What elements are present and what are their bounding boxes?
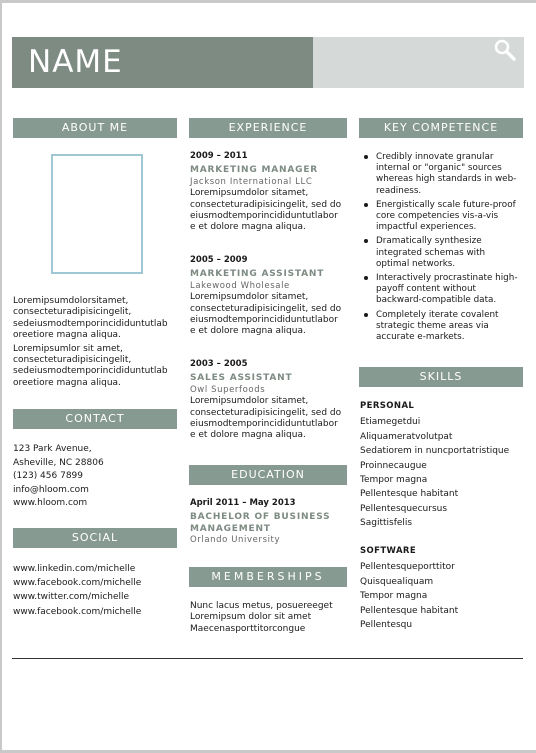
skill-item: Aliquameratvolutpat — [360, 431, 453, 442]
competence-item — [360, 273, 525, 307]
job-dates: 2009 – 2011 — [190, 151, 248, 161]
job-desc-line: Loremipsumdolor sitamet, — [190, 396, 309, 407]
competence-line: integrated schemas with — [376, 247, 486, 258]
job-title: MARKETING MANAGER — [190, 165, 318, 176]
competence-heading: KEY COMPETENCE — [359, 118, 523, 138]
competence-line: Completely iterate covalent — [376, 309, 499, 320]
competence-item — [360, 200, 525, 234]
contact-address-line: 123 Park Avenue, — [13, 444, 92, 454]
competence-line: core competencies vis-a-vis — [376, 211, 499, 222]
competence-line: accurate e-markets. — [376, 332, 465, 343]
contact-city-line: Asheville, NC 28806 — [13, 457, 104, 468]
job-company: Owl Superfoods — [190, 384, 266, 395]
skill-item: Pellentesque habitant — [360, 489, 459, 500]
about-paragraph-2 — [13, 344, 183, 390]
job-dates: 2005 – 2009 — [190, 255, 248, 265]
contact-heading: CONTACT — [13, 409, 177, 429]
job-dates: 2003 – 2005 — [190, 359, 248, 369]
skills-software — [360, 546, 525, 632]
job-desc-line: eiusmodtemporincididuntutlabor — [190, 419, 338, 430]
education-heading: EDUCATION — [189, 465, 347, 485]
experience-job-1 — [190, 151, 350, 234]
skill-item: Pellentesque habitant — [360, 605, 459, 616]
job-company: Jackson International LLC — [190, 176, 313, 187]
social-link-facebook[interactable]: www.facebook.com/michelle — [13, 578, 142, 589]
skill-item: Tempor magna — [360, 591, 428, 602]
job-desc-line: Loremipsumdolor sitamet, — [190, 188, 309, 199]
competence-line: strategic theme areas via — [376, 320, 489, 331]
job-desc-line: e et dolore magna aliqua. — [190, 326, 306, 337]
competence-line: payoff content without — [376, 284, 476, 295]
experience-heading: EXPERIENCE — [189, 118, 347, 138]
about-heading: ABOUT ME — [13, 118, 177, 138]
contact-website[interactable]: www.hloom.com — [13, 498, 88, 509]
contact-email[interactable]: info@hloom.com — [13, 484, 89, 495]
about-text — [13, 296, 183, 391]
social-links — [13, 562, 183, 619]
skill-item: Proinnecaugue — [360, 460, 427, 471]
job-desc-line: consecteturadipisicingelit, sed do — [190, 303, 342, 314]
skill-item: Etiamegetdui — [360, 417, 421, 428]
job-desc-line: eiusmodtemporincididuntutlabor — [190, 211, 338, 222]
education-school: Orlando University — [190, 535, 281, 546]
membership-line: Loremipsum dolor sit amet — [190, 612, 312, 623]
resume-name[interactable]: NAME — [28, 44, 123, 80]
competence-item — [360, 310, 525, 344]
competence-line: optimal networks. — [376, 258, 456, 269]
job-desc-line: e et dolore magna aliqua. — [190, 222, 306, 233]
memberships-block — [190, 601, 350, 635]
memberships-heading: MEMBERSHIPS — [189, 567, 347, 587]
experience-job-3 — [190, 359, 350, 442]
job-description — [190, 396, 350, 442]
competence-line: Interactively procrastinate high- — [376, 273, 518, 284]
competence-line: Energistically scale future-proof — [376, 199, 516, 210]
skill-item: Sedatiorem in nuncportatristique — [360, 446, 510, 457]
about-line: sedeiusmodtemporincididuntutlab — [13, 318, 168, 329]
competence-list — [360, 152, 525, 346]
skills-heading: SKILLS — [359, 367, 523, 387]
skill-item: Sagittisfelis — [360, 518, 413, 529]
education-degree — [190, 512, 350, 535]
skills-personal-heading: PERSONAL — [360, 401, 415, 411]
skills-personal — [360, 401, 525, 531]
skill-item: Quisquealiquam — [360, 576, 434, 587]
page-frame-top — [0, 0, 536, 3]
job-desc-line: consecteturadipisicingelit, sed do — [190, 199, 342, 210]
job-title: SALES ASSISTANT — [190, 373, 293, 384]
job-description — [190, 188, 350, 234]
job-desc-line: eiusmodtemporincididuntutlabor — [190, 315, 338, 326]
job-title: MARKETING ASSISTANT — [190, 269, 325, 280]
job-description — [190, 292, 350, 338]
competence-line: impactful experiences. — [376, 222, 477, 233]
membership-line: Maecenasporttitorcongue — [190, 623, 306, 634]
skill-item: Pellentesqu — [360, 620, 413, 631]
skills-software-heading: SOFTWARE — [360, 546, 417, 556]
skill-item: Tempor magna — [360, 475, 428, 486]
about-line: consecteturadipisicingelit, — [13, 307, 132, 318]
about-paragraph-1 — [13, 296, 183, 342]
footer-divider — [12, 658, 523, 659]
about-line: Loremipsumlor sit amet, — [13, 343, 123, 354]
skill-item: Pellentesqueporttitor — [360, 562, 455, 573]
about-line: oreetiore magna aliqua. — [13, 377, 121, 388]
education-block — [190, 498, 350, 547]
competence-line: Credibly innovate granular — [376, 152, 494, 162]
about-line: Loremipsumdolorsitamet, — [13, 296, 129, 306]
competence-item — [360, 236, 525, 270]
photo-placeholder[interactable] — [51, 154, 143, 274]
competence-line: backward-compatible data. — [376, 295, 497, 306]
education-dates: April 2011 – May 2013 — [190, 498, 296, 508]
degree-line: MANAGEMENT — [190, 523, 271, 534]
competence-line: readiness. — [376, 185, 422, 196]
social-link-linkedin[interactable]: www.linkedin.com/michelle — [13, 564, 136, 574]
competence-item — [360, 152, 525, 197]
competence-line: whereas high standards in web- — [376, 174, 517, 185]
degree-line: BACHELOR OF BUSINESS — [190, 512, 331, 523]
job-company: Lakewood Wholesale — [190, 280, 290, 291]
about-line: sedeiusmodtemporincididuntutlab — [13, 366, 168, 377]
competence-line: Dramatically synthesize — [376, 236, 482, 247]
contact-block — [13, 443, 183, 511]
about-line: oreetiore magna aliqua. — [13, 330, 121, 341]
page-frame-left — [0, 0, 2, 753]
search-icon[interactable] — [493, 38, 517, 62]
skill-item: Pellentesquecursus — [360, 503, 448, 514]
social-heading: SOCIAL — [13, 528, 177, 548]
experience-job-2 — [190, 255, 350, 338]
contact-phone[interactable]: (123) 456 7899 — [13, 471, 84, 482]
competence-line: internal or "organic" sources — [376, 163, 502, 174]
membership-line: Nunc lacus metus, posuereeget — [190, 601, 333, 611]
job-desc-line: Loremipsumdolor sitamet, — [190, 292, 309, 303]
job-desc-line: consecteturadipisicingelit, sed do — [190, 407, 342, 418]
social-link-twitter[interactable]: www.twitter.com/michelle — [13, 592, 130, 603]
job-desc-line: e et dolore magna aliqua. — [190, 430, 306, 441]
social-link-facebook-2[interactable]: www.facebook.com/michelle — [13, 606, 142, 617]
about-line: consecteturadipisicingelit, — [13, 355, 132, 366]
